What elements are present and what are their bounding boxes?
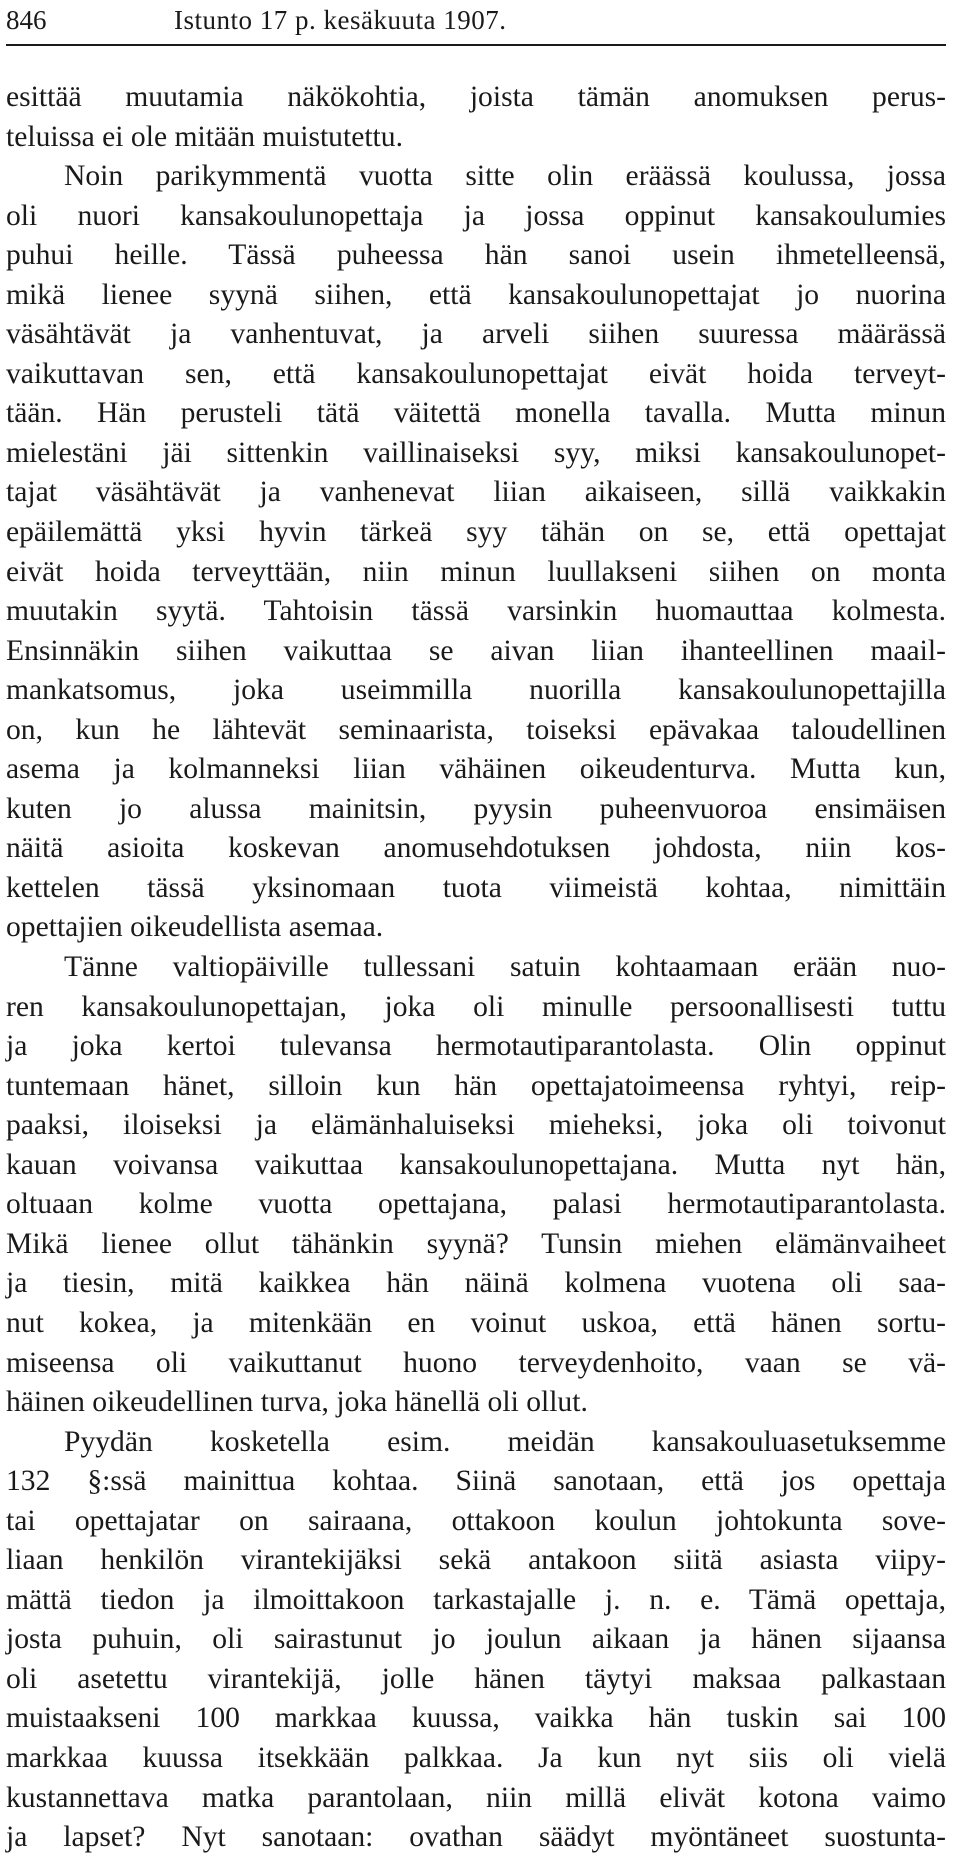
page-number: 846 <box>6 5 47 35</box>
text-line: tajat väsähtävät ja vanhenevat liian aikaiseen, sillä vaikkakin <box>6 476 946 509</box>
text-line: markkaa kuussa itsekkään palkkaa. Ja kun nyt siis oli vielä <box>6 1741 946 1774</box>
text-line: miseensa oli vaikuttanut huono terveydenhoito, vaan se vä- <box>6 1346 946 1379</box>
text-line: Mikä lienee ollut tähänkin syynä? Tunsin miehen elämänvaiheet <box>6 1227 946 1260</box>
text-line: opettajien oikeudellista asemaa. <box>6 911 384 944</box>
text-line: tuntemaan hänet, silloin kun hän opettajatoimeensa ryhtyi, reip- <box>6 1069 946 1102</box>
text-line: ja tiesin, mitä kaikkea hän näinä kolmena vuotena oli saa- <box>6 1267 946 1300</box>
text-line: on, kun he lähtevät seminaarista, toiseksi epävakaa taloudellinen <box>6 713 946 746</box>
text-line: ja lapset? Nyt sanotaan: ovathan säädyt myöntäneet suostunta- <box>6 1821 946 1854</box>
page-header <box>6 2 944 38</box>
text-line: kettelen tässä yksinomaan tuota viimeistä kohtaa, nimittäin <box>6 871 946 904</box>
text-line: esittää muutamia näkökohtia, joista tämän anomuksen perus- <box>6 81 946 113</box>
text-line: paaksi, iloiseksi ja elämänhaluiseksi mieheksi, joka oli toivonut <box>6 1109 946 1142</box>
text-line: vaikuttavan sen, että kansakoulunopettajat eivät hoida terveyt- <box>6 357 946 390</box>
text-line: nut kokea, ja mitenkään en voinut uskoa, että hänen sortu- <box>6 1306 946 1339</box>
text-line: kuten jo alussa mainitsin, pyysin puheenvuoroa ensimäisen <box>6 792 946 825</box>
text-line: kauan voivansa vaikuttaa kansakoulunopettajana. Mutta nyt hän, <box>6 1148 946 1181</box>
text-line: mättä tiedon ja ilmoittakoon tarkastajalle j. n. e. Tämä opettaja, <box>6 1583 946 1616</box>
text-line: josta puhuin, oli sairastunut jo joulun aikaan ja hänen sijaansa <box>6 1623 946 1656</box>
running-title: Istunto 17 p. kesäkuuta 1907. <box>174 5 507 35</box>
text-line: mankatsomus, joka useimmilla nuorilla kansakoulunopettajilla <box>6 674 946 707</box>
text-line: oli nuori kansakoulunopettaja ja jossa oppinut kansakoulumies <box>6 199 946 232</box>
text-line: kustannettava matka parantolaan, niin millä elivät kotona vaimo <box>6 1781 946 1814</box>
text-line: epäilemättä yksi hyvin tärkeä syy tähän on se, että opettajat <box>6 516 946 549</box>
text-line: mikä lienee syynä siihen, että kansakoulunopettajat jo nuorina <box>6 278 946 311</box>
text-line: tai opettajatar on sairaana, ottakoon koulun johtokunta sove- <box>6 1504 946 1537</box>
text-line: näitä asioita koskevan anomusehdotuksen johdosta, niin kos- <box>6 832 946 865</box>
text-line: Pyydän kosketella esim. meidän kansakouluasetuksemme <box>64 1425 946 1458</box>
text-line: ja joka kertoi tulevansa hermotautiparantolasta. Olin oppinut <box>6 1030 946 1063</box>
text-line: väsähtävät ja vanhentuvat, ja arveli siihen suuressa määrässä <box>6 318 946 351</box>
text-line: asema ja kolmanneksi liian vähäinen oikeudenturva. Mutta kun, <box>6 753 946 786</box>
text-line: Noin parikymmentä vuotta sitte olin eräässä koulussa, jossa <box>64 160 946 193</box>
text-line: eivät hoida terveyttään, niin minun luullakseni siihen on monta <box>6 555 946 588</box>
text-line: häinen oikeudellinen turva, joka hänellä oli ollut. <box>6 1386 588 1419</box>
text-line: liaan henkilön virantekijäksi sekä antakoon siitä asiasta viipy- <box>6 1544 946 1577</box>
text-line: 132 §:ssä mainittua kohtaa. Siinä sanotaan, että jos opettaja <box>6 1465 946 1498</box>
text-line: oli asetettu virantekijä, jolle hänen täytyi maksaa palkastaan <box>6 1662 946 1695</box>
text-line: Ensinnäkin siihen vaikuttaa se aivan liian ihanteellinen maail- <box>6 634 946 667</box>
text-line: tään. Hän perusteli tätä väitettä monella tavalla. Mutta minun <box>6 397 946 430</box>
text-line: puhui heille. Tässä puheessa hän sanoi usein ihmetelleensä, <box>6 239 946 272</box>
body-text <box>6 78 946 1858</box>
text-line: Tänne valtiopäiville tullessani satuin kohtaamaan erään nuo- <box>64 951 946 984</box>
text-line: ren kansakoulunopettajan, joka oli minulle persoonallisesti tuttu <box>6 990 946 1023</box>
text-line: oltuaan kolme vuotta opettajana, palasi hermotautiparantolasta. <box>6 1188 946 1221</box>
text-line: mielestäni jäi sittenkin vaillinaiseksi syy, miksi kansakoulunopet- <box>6 436 946 469</box>
text-line: teluissa ei ole mitään muistutettu. <box>6 120 403 153</box>
header-rule <box>6 44 946 46</box>
text-line: muistaakseni 100 markkaa kuussa, vaikka hän tuskin sai 100 <box>6 1702 946 1735</box>
text-line: muutakin syytä. Tahtoisin tässä varsinkin huomauttaa kolmesta. <box>6 595 946 628</box>
